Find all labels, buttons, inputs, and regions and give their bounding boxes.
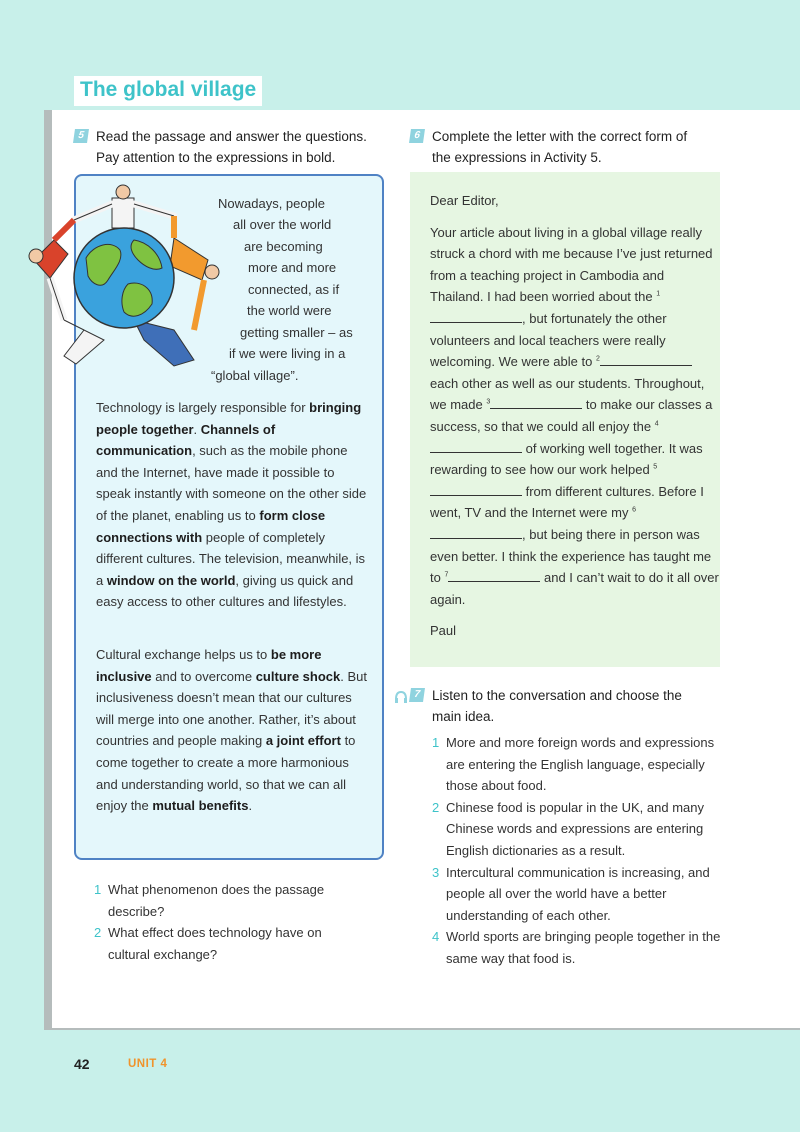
para-text: . But inclusiveness doesn’t mean that our cultures will merge into one another. Rather, it’s about countries and people making xyxy=(96,668,367,749)
option-item[interactable] xyxy=(432,926,732,969)
globe-icon xyxy=(74,228,174,328)
blank-number: 7 xyxy=(444,571,449,579)
activity5-instruction-line2: Pay attention to the expressions in bold. xyxy=(96,150,336,165)
blank-4[interactable] xyxy=(430,440,522,453)
para-text: people of completely different cultures. The television, meanwhile, is a xyxy=(96,529,366,588)
bold-expression: bringing people together xyxy=(96,400,362,437)
bold-expression: be more inclusive xyxy=(96,647,322,684)
question-number: 1 xyxy=(94,882,102,897)
letter-sentence: Your article about living in a global village really struck a chord with me because I’ve just returned from a teaching project in Cambodia and Thailand. I had been worried about the xyxy=(430,224,713,305)
letter-sentence: , but being there in person was even better. I think the experience has taught me to xyxy=(430,526,712,586)
option-item[interactable] xyxy=(432,732,732,797)
activity6-instruction-line1: Complete the letter with the correct form of xyxy=(432,129,688,144)
para-text: , giving us quick and easy access to other cultures and lifestyles. xyxy=(96,572,354,610)
letter-box xyxy=(410,172,720,667)
blank-3[interactable] xyxy=(490,396,582,409)
bold-expression: culture shock xyxy=(255,668,341,684)
question-text: cultural exchange? xyxy=(108,946,218,962)
option-number: 1 xyxy=(432,735,440,750)
activity-number-5: 5 xyxy=(73,129,89,143)
bold-expression: window on the world xyxy=(106,572,236,588)
option-text: World sports are bringing people together in the same way that food is. xyxy=(446,929,721,966)
option-number: 2 xyxy=(432,799,440,815)
activity-number-7: 7 xyxy=(409,688,425,702)
letter-sentence: each other as well as our students. Throughout, we made xyxy=(430,375,705,413)
intro-line: “global village”. xyxy=(211,368,299,383)
letter-sentence: , but fortunately the other volunteers and local teachers were really welcoming. We were able to xyxy=(430,310,667,370)
option-number: 3 xyxy=(432,864,440,880)
question-text: What effect does technology have on xyxy=(108,925,322,941)
option-text: More and more foreign words and expressions are entering the English language, especially those about food. xyxy=(446,735,715,794)
activity7-instruction xyxy=(410,685,740,727)
letter-greeting: Dear Editor, xyxy=(430,193,499,208)
activity7-options xyxy=(432,732,732,970)
blank-number: 6 xyxy=(632,506,636,514)
bold-expression: a joint effort xyxy=(265,733,341,749)
activity5-instruction xyxy=(74,126,394,168)
blank-number: 5 xyxy=(653,463,658,471)
activity7-instruction-line2: main idea. xyxy=(432,709,495,724)
blank-1[interactable] xyxy=(430,310,522,323)
question-number: 2 xyxy=(94,925,102,941)
intro-line: are becoming xyxy=(244,239,323,254)
question-item xyxy=(94,879,374,922)
letter-text xyxy=(430,190,720,652)
blank-number: 1 xyxy=(656,291,661,299)
para-text: . xyxy=(248,798,253,814)
blank-number: 2 xyxy=(595,355,600,363)
page-number: 42 xyxy=(74,1056,90,1072)
intro-line: connected, as if xyxy=(248,282,340,297)
intro-line: the world were xyxy=(247,303,332,318)
passage-paragraph-2 xyxy=(96,644,372,817)
activity6-instruction-line2: the expressions in Activity 5. xyxy=(432,150,602,165)
blank-number: 4 xyxy=(654,420,659,428)
activity5-questions xyxy=(94,879,374,965)
option-text: Intercultural communication is increasing, and people all over the world have a better understanding of each other. xyxy=(446,864,710,923)
blank-7[interactable] xyxy=(448,569,540,582)
bold-expression: Channels of communication xyxy=(96,421,276,459)
intro-line: Nowadays, people xyxy=(218,196,325,211)
blank-5[interactable] xyxy=(430,483,522,496)
letter-sentence: and I can’t wait to do it all over again. xyxy=(430,570,719,607)
para-text: , such as the mobile phone and the Internet, have made it possible to speak instantly with someone on the other side of the planet, enabling us to xyxy=(96,443,367,523)
option-item[interactable] xyxy=(432,797,732,862)
globe-with-people-illustration xyxy=(24,180,224,370)
letter-body xyxy=(430,222,720,611)
letter-sentence: to make our classes a success, so that we could all enjoy the xyxy=(430,397,713,434)
question-text: What phenomenon does the passage xyxy=(108,882,325,897)
question-item xyxy=(94,922,374,965)
activity-number-6: 6 xyxy=(409,129,425,143)
intro-line: if we were living in a xyxy=(229,346,346,361)
letter-sentence: from different cultures. Before I went, TV and the Internet were my xyxy=(430,483,704,521)
question-text: describe? xyxy=(108,903,165,919)
letter-sentence: of working well together. It was rewarding to see how our work helped xyxy=(430,440,703,478)
para-text: Cultural exchange helps us to xyxy=(96,647,271,662)
option-text: Chinese food is popular in the UK, and many Chinese words and expressions are entering English dictionaries as a result. xyxy=(446,799,704,858)
blank-6[interactable] xyxy=(430,526,522,539)
activity6-instruction xyxy=(410,126,740,168)
passage-paragraph-1 xyxy=(96,397,372,613)
para-text: . xyxy=(193,421,201,437)
intro-line: all over the world xyxy=(233,217,332,232)
blank-number: 3 xyxy=(486,399,491,407)
bold-expression: mutual benefits xyxy=(152,798,249,814)
bold-expression: form close connections with xyxy=(96,507,326,545)
para-text: Technology is largely responsible for xyxy=(96,400,310,415)
activity5-instruction-line1: Read the passage and answer the questions. xyxy=(96,129,367,144)
para-text: and to overcome xyxy=(151,668,256,684)
page-title: The global village xyxy=(74,76,262,106)
activity7-instruction-line1: Listen to the conversation and choose the xyxy=(432,688,682,703)
option-number: 4 xyxy=(432,929,440,945)
letter-signoff: Paul xyxy=(430,623,457,639)
option-item[interactable] xyxy=(432,862,732,927)
intro-line: more and more xyxy=(248,260,337,275)
para-text: to come together to create a more harmonious and understanding world, so that we can all enjoy the xyxy=(96,733,356,814)
unit-label: UNIT 4 xyxy=(128,1058,168,1070)
blank-2[interactable] xyxy=(600,353,692,366)
intro-line: getting smaller – as xyxy=(240,325,353,340)
headphones-icon xyxy=(394,690,408,704)
